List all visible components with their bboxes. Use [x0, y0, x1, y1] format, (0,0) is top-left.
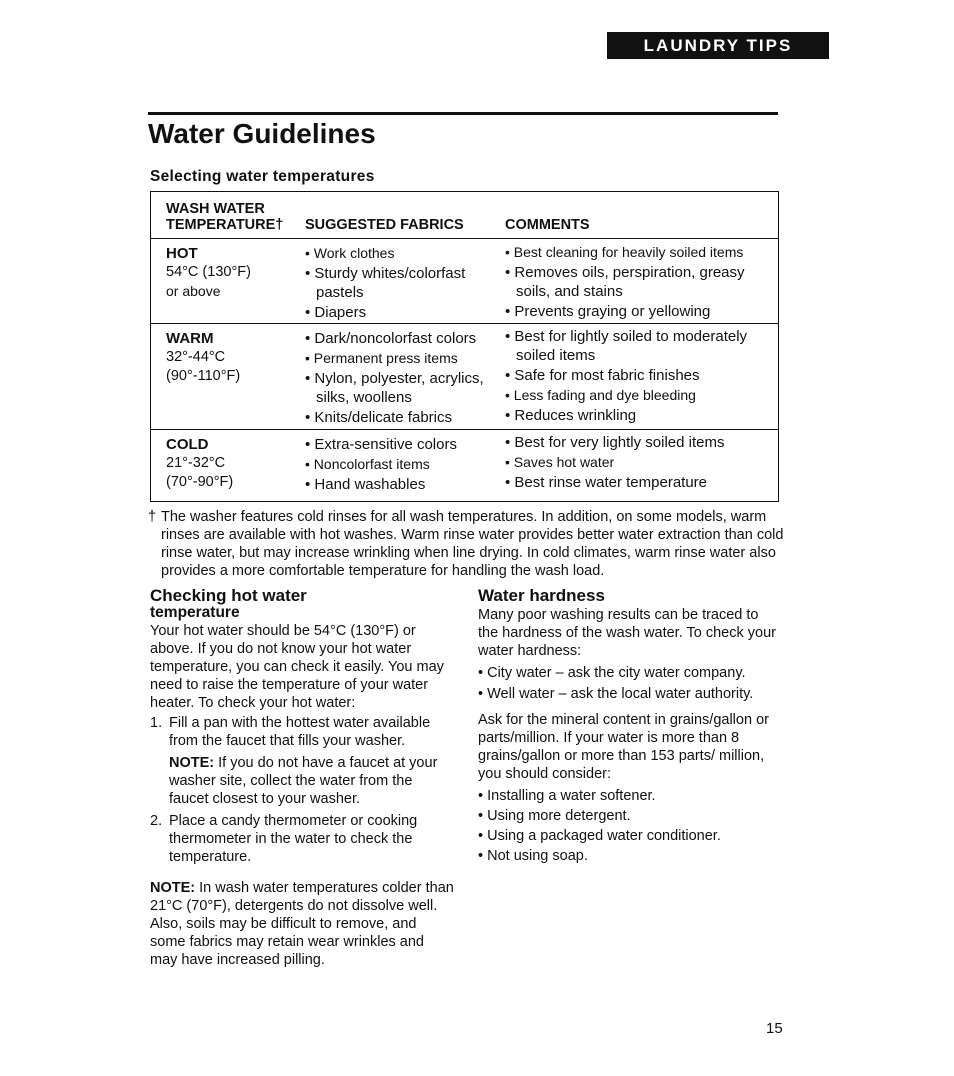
mineral-content-text: Ask for the mineral content in grains/gallon or parts/million. If your water is more than 8 grains/gallon or more than 153 parts/ million, you should consider: — [478, 712, 769, 782]
section-tab-laundry-tips: LAUNDRY TIPS — [607, 32, 829, 59]
table-footnote — [148, 508, 797, 580]
section-heading-hardness: Water hardness — [478, 586, 605, 605]
step-item: 2. Place a candy thermometer or cooking thermometer in the water to check the temperature. — [150, 813, 418, 865]
list-item: • Hand washables — [305, 475, 505, 494]
water-hardness-section — [478, 587, 778, 873]
temperature-cold: COLD 21°-32°C (70°-90°F) — [166, 436, 234, 490]
step-item: 1. Fill a pan with the hottest water available from the faucet that fills your washer. NOTE: If you do not have a faucet at your washer site, collect the water from the faucet closest to your washer. — [150, 714, 455, 808]
header-wash-water-temperature: WASH WATER TEMPERATURE† — [166, 201, 284, 233]
list-item: • Removes oils, perspiration, greasy soils, and stains — [505, 263, 775, 301]
list-item: • Prevents graying or yellowing — [505, 302, 775, 321]
list-item: • City water – ask the city water company. — [478, 664, 778, 682]
list-item: • Noncolorfast items — [305, 455, 505, 474]
water-temperature-table — [150, 191, 779, 502]
list-item: • Extra-sensitive colors — [305, 435, 505, 454]
hot-comments-list — [505, 243, 775, 322]
header-comments: COMMENTS — [505, 217, 590, 233]
table-row-divider — [151, 429, 778, 430]
hardness-intro: Many poor washing results can be traced to the hardness of the wash water. To check your water hardness: — [478, 607, 776, 659]
list-item: • Well water – ask the local water authority. — [478, 685, 778, 703]
list-item: • Knits/delicate fabrics — [305, 408, 505, 427]
list-item: • Nylon, polyester, acrylics, silks, woollens — [305, 369, 505, 407]
list-item: • Dark/noncolorfast colors — [305, 329, 505, 348]
list-item: • Less fading and dye bleeding — [505, 386, 775, 405]
temperature-hot: HOT 54°C (130°F) or above — [166, 245, 251, 299]
footnote-symbol: † — [148, 509, 157, 525]
warm-comments-list — [505, 327, 775, 426]
cold-fabrics-list — [305, 435, 505, 495]
list-item: • Not using soap. — [478, 847, 778, 865]
list-item: • Best for very lightly soiled items — [505, 433, 775, 452]
list-item: • Diapers — [305, 303, 505, 322]
list-item: • Best cleaning for heavily soiled items — [505, 243, 775, 262]
checking-steps — [150, 714, 455, 866]
table-heading: Selecting water temperatures — [150, 168, 375, 185]
step-note: NOTE: If you do not have a faucet at your washer site, collect the water from the faucet closest to your washer. — [169, 755, 438, 807]
table-row-divider — [151, 238, 778, 239]
checking-intro: Your hot water should be 54°C (130°F) or above. If you do not know your hot water temperature, you can check it easily. You may need to raise the temperature of your water heater. To check your hot water: — [150, 623, 444, 711]
list-item: • Using a packaged water conditioner. — [478, 827, 778, 845]
title-divider — [148, 112, 778, 115]
page-number: 15 — [766, 1020, 783, 1037]
list-item: • Reduces wrinkling — [505, 406, 775, 425]
list-item: • Using more detergent. — [478, 807, 778, 825]
list-item: • Saves hot water — [505, 453, 775, 472]
list-item: • Sturdy whites/colorfast pastels — [305, 264, 505, 302]
checking-hot-water-section — [150, 587, 455, 969]
table-row-divider — [151, 323, 778, 324]
hardness-check-list — [478, 664, 778, 703]
temperature-warm: WARM 32°-44°C (90°-110°F) — [166, 330, 241, 384]
list-item: • Best for lightly soiled to moderately soiled items — [505, 327, 775, 365]
consider-list — [478, 787, 778, 865]
page-title: Water Guidelines — [148, 118, 376, 149]
list-item: • Safe for most fabric finishes — [505, 366, 775, 385]
footnote-text: The washer features cold rinses for all wash temperatures. In addition, on some models, warm rinses are available with hot washes. Warm rinse water provides better water extraction than cold rinse water, but may increase wrinkling when line drying. In cold climates, warm rinse water also provides a more comfortable temperature for handling the wash load. — [161, 509, 784, 579]
list-item: • Installing a water softener. — [478, 787, 778, 805]
hot-fabrics-list — [305, 244, 505, 323]
list-item: • Permanent press items — [305, 349, 505, 368]
cold-comments-list — [505, 433, 775, 493]
list-item: • Work clothes — [305, 244, 505, 263]
warm-fabrics-list — [305, 329, 505, 428]
section-heading-checking: Checking hot water temperature — [150, 586, 307, 621]
detergent-note: NOTE: In wash water temperatures colder than 21°C (70°F), detergents do not dissolve well. Also, soils may be difficult to remove, and some fabrics may retain wear wrinkles and may have increased pilling. — [150, 880, 454, 968]
list-item: • Best rinse water temperature — [505, 473, 775, 492]
header-suggested-fabrics: SUGGESTED FABRICS — [305, 217, 464, 233]
